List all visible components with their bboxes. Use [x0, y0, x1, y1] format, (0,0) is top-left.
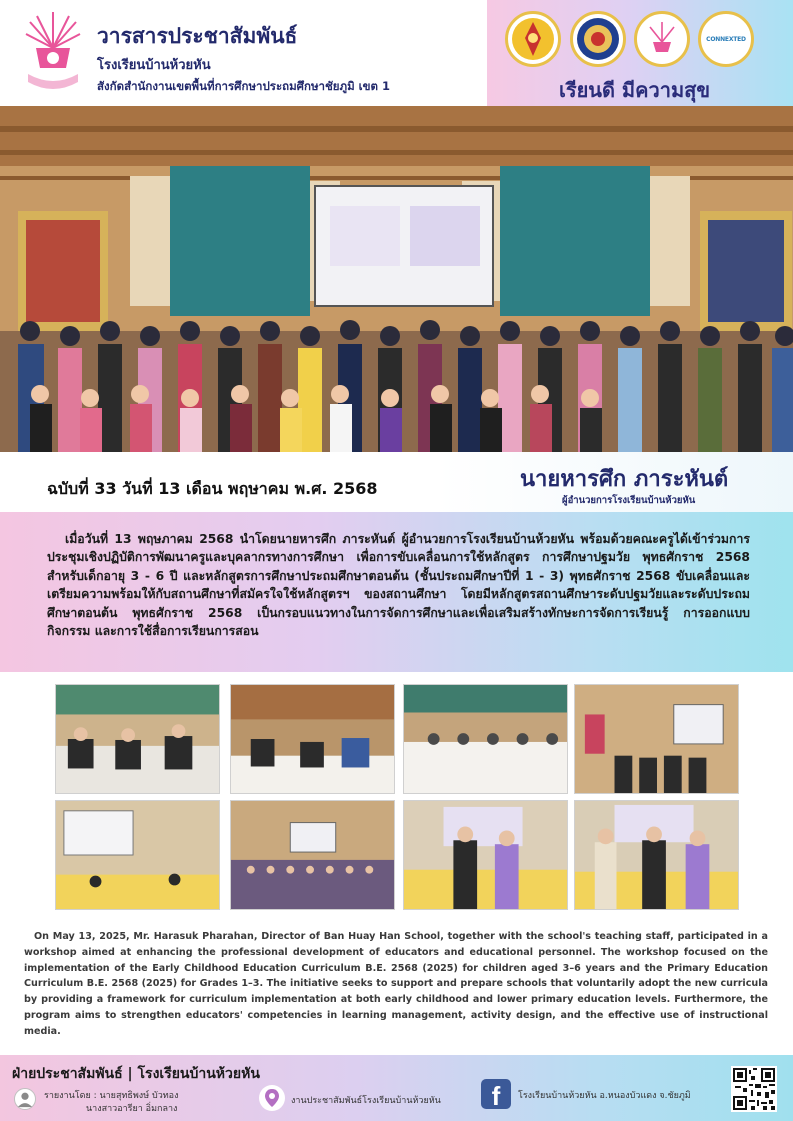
- qr-code-icon[interactable]: [731, 1066, 777, 1112]
- gallery-photo-6: [230, 800, 395, 910]
- school-logo-badge-icon: [634, 11, 690, 67]
- facebook-page-link[interactable]: โรงเรียนบ้านห้วยหัน อ.หนองบัวแดง จ.ชัยภูมิ: [518, 1091, 691, 1101]
- pr-page-name: งานประชาสัมพันธ์โรงเรียนบ้านห้วยหัน: [291, 1096, 441, 1106]
- english-body-text: On May 13, 2025, Mr. Harasuk Pharahan, Director of Ban Huay Han School, together with the school's teaching staff, participated in a workshop aimed at enhancing the professional development of educators and educational personnel. The workshop focused on the implementation of the Early Childhood Education Curriculum B.E. 2568 (2025) for children aged 3–6 years and the Primary Education Curriculum B.E. 2568 (2025) for Grades 1–3. The initiative seeks to support and prepare schools that voluntarily adopt the new curricula by providing a framework for curriculum implementation at both early childhood and lower primary education levels. Furthermore, the program aims to strengthen educators' competencies in learning management, activity design, and the effective use of instructional media.: [24, 931, 768, 1037]
- gallery-photo-3: [403, 684, 568, 794]
- emblem-badge-icon: [570, 11, 626, 67]
- crest-badge-icon: [505, 11, 561, 67]
- badge-text: CONNEXTED: [706, 35, 746, 43]
- location-pin-icon: [259, 1085, 285, 1111]
- affiliation: สังกัดสำนักงานเขตพื้นที่การศึกษาประถมศึกษาชัยภูมิ เขต 1: [97, 79, 390, 93]
- person-icon: [14, 1088, 36, 1110]
- reporter-line-2: นางสาวอารียา อิ่มกลาง: [86, 1104, 178, 1114]
- reporter-line-1: รายงานโดย : นายสุทธิพงษ์ บัวทอง: [44, 1091, 179, 1101]
- hero-group-photo: [0, 106, 793, 452]
- newsletter-title: วารสารประชาสัมพันธ์: [97, 24, 298, 48]
- gallery-photo-5: [55, 800, 220, 910]
- facebook-icon[interactable]: f: [481, 1079, 511, 1109]
- director-title: ผู้อำนวยการโรงเรียนบ้านห้วยหัน: [562, 495, 696, 506]
- footer-title: ฝ่ายประชาสัมพันธ์ | โรงเรียนบ้านห้วยหัน: [12, 1066, 260, 1082]
- gallery-photo-8: [574, 800, 739, 910]
- school-logo: [22, 8, 84, 96]
- slogan: เรียนดี มีความสุข: [559, 78, 711, 102]
- director-name: นายหารศึก ภาระหันต์: [520, 467, 729, 492]
- school-name: โรงเรียนบ้านห้วยหัน: [97, 58, 211, 73]
- gallery-photo-7: [403, 800, 568, 910]
- gallery-photo-4: [574, 684, 739, 794]
- connext-ed-badge-icon: [698, 11, 754, 67]
- thai-body-text: เมื่อวันที่ 13 พฤษภาคม 2568 นำโดยนายหารศึก ภาระหันต์ ผู้อำนวยการโรงเรียนบ้านห้วยหัน พร้อมด้วยคณะครูได้เข้าร่วมการประชุมเชิงปฏิบัติการพัฒนาครูและบุคลากรทางการศึกษา เพื่อการขับเคลื่อนการใช้หลักสูตร การศึกษาปฐมวัย พุทธศักราช 2568 สำหรับเด็กอายุ 3 - 6 ปี และหลักสูตรการศึกษาประถมศึกษาตอนต้น (ชั้นประถมศึกษาปีที่ 1 - 3) พุทธศักราช 2568 ขับเคลื่อนและเตรียมความพร้อมให้กับสถานศึกษาที่สมัครใจใช้หลักสูตรฯ ของสถานศึกษา โดยมีหลักสูตรสถานศึกษาระดับปฐมวัยและระดับประถมศึกษาตอนต้น พุทธศักราช 2568 เป็นกรอบแนวทางในการจัดการศึกษาและเพื่อเสริมสร้างทักษะการจัดการเรียนรู้ การออกแบบกิจกรรม และการใช้สื่อการเรียนการสอน: [47, 532, 750, 639]
- gallery-photo-2: [230, 684, 395, 794]
- issue-line: ฉบับที่ 33 วันที่ 13 เดือน พฤษาคม พ.ศ. 2568: [47, 479, 378, 498]
- gallery-photo-1: [55, 684, 220, 794]
